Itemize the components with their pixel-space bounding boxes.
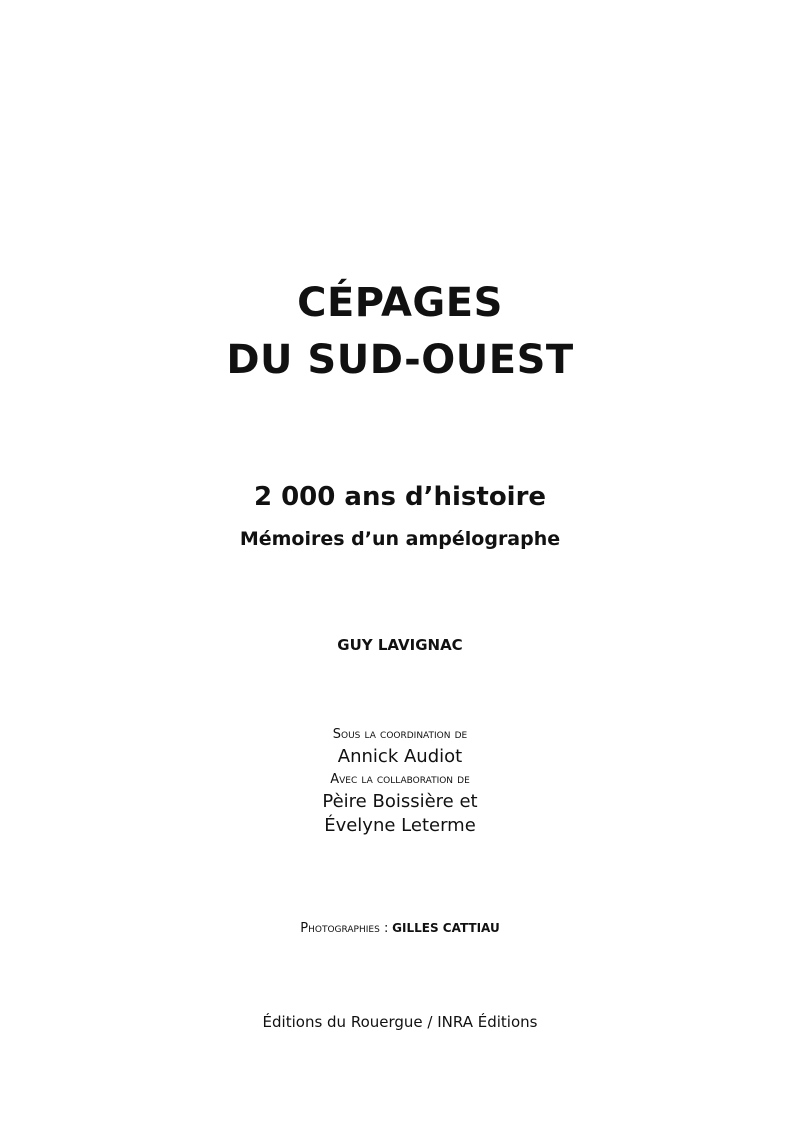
subtitle-secondary: Mémoires d’un ampélographe	[239, 528, 561, 550]
coordination-label: Sous la coordination de	[332, 727, 468, 742]
collaboration-name-2: Évelyne Leterme	[324, 815, 476, 836]
subtitle-main: 2 000 ans d’histoire	[253, 482, 547, 512]
coordination-name: Annick Audiot	[337, 746, 463, 767]
photographs-label: Photographies :	[300, 921, 389, 936]
photographs-credit	[0, 921, 800, 936]
collaboration-name-1: Pèire Boissière et	[322, 791, 478, 812]
page-title-line-1: CÉPAGES	[297, 280, 503, 326]
publisher-line: Éditions du Rouergue / INRA Éditions	[262, 1013, 538, 1031]
page-title-line-2: DU SUD-OUEST	[226, 337, 574, 383]
photographer-name: GILLES CATTIAU	[392, 921, 500, 935]
author-name: GUY LAVIGNAC	[337, 636, 463, 654]
collaboration-label: Avec la collaboration de	[330, 772, 470, 787]
